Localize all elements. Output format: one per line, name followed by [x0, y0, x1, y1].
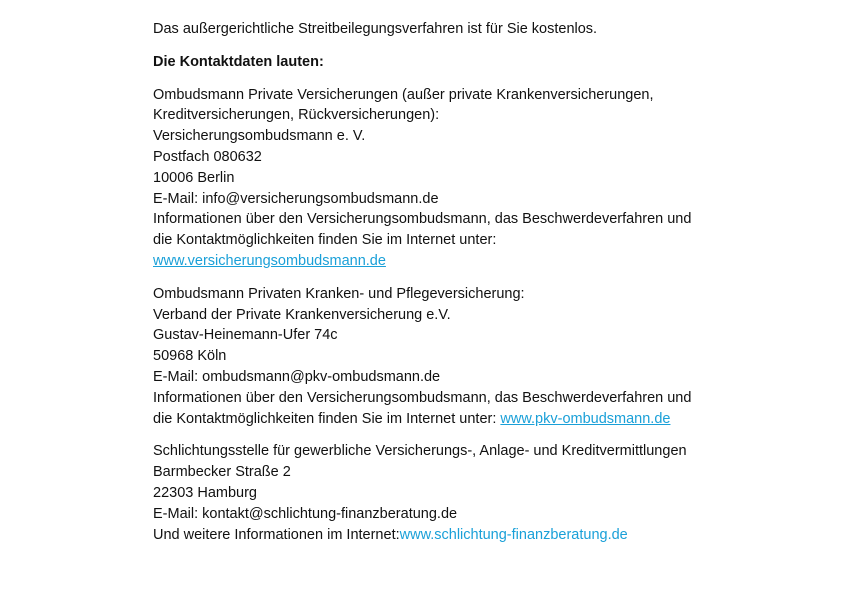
document-content — [153, 19, 793, 545]
contact-block-schlichtungsstelle — [153, 441, 793, 545]
contact-block-pkv-ombudsmann — [153, 284, 793, 430]
block2-email: E-Mail: ombudsmann@pkv-ombudsmann.de — [153, 368, 441, 385]
block3-info-line — [153, 525, 793, 546]
block3-info-text: Und weitere Informationen im Internet: — [153, 526, 400, 543]
block1-postfach: Postfach 080632 — [153, 148, 262, 165]
block1-info-line1: Informationen über den Versicherungsombudsmann, das Beschwerdeverfahren und — [153, 211, 692, 228]
block1-name: Versicherungsombudsmann e. V. — [153, 128, 366, 145]
block1-title-line1: Ombudsmann Private Versicherungen (außer private Krankenversicherungen, — [153, 86, 654, 103]
block2-city: 50968 Köln — [153, 348, 227, 365]
versicherungsombudsmann-link[interactable]: www.versicherungsombudsmann.de — [153, 252, 386, 269]
block1-info-line2: die Kontaktmöglichkeiten finden Sie im Internet unter: — [153, 232, 497, 249]
contact-block-versicherungsombudsmann — [153, 85, 793, 272]
block2-name: Verband der Private Krankenversicherung e.V. — [153, 306, 451, 323]
block2-info-text: die Kontaktmöglichkeiten finden Sie im Internet unter: — [153, 410, 501, 427]
block2-info-line2 — [153, 409, 793, 430]
block2-info-line1: Informationen über den Versicherungsombudsmann, das Beschwerdeverfahren und — [153, 389, 692, 406]
block2-title: Ombudsmann Privaten Kranken- und Pflegeversicherung: — [153, 285, 525, 302]
block2-street: Gustav-Heinemann-Ufer 74c — [153, 327, 338, 344]
block3-city: 22303 Hamburg — [153, 484, 257, 501]
block3-email: E-Mail: kontakt@schlichtung-finanzberatung.de — [153, 505, 458, 522]
block3-title: Schlichtungsstelle für gewerbliche Versicherungs-, Anlage- und Kreditvermittlungen — [153, 443, 687, 460]
schlichtung-finanzberatung-link[interactable]: www.schlichtung-finanzberatung.de — [399, 526, 628, 543]
block1-title-line2: Kreditversicherungen, Rückversicherungen): — [153, 107, 440, 124]
block3-street: Barmbecker Straße 2 — [153, 464, 291, 481]
contact-heading: Die Kontaktdaten lauten: — [153, 53, 324, 70]
intro-text: Das außergerichtliche Streitbeilegungsverfahren ist für Sie kostenlos. — [153, 21, 598, 37]
pkv-ombudsmann-link[interactable]: www.pkv-ombudsmann.de — [500, 410, 671, 427]
block1-city: 10006 Berlin — [153, 169, 235, 186]
block1-email: E-Mail: info@versicherungsombudsmann.de — [153, 190, 439, 207]
